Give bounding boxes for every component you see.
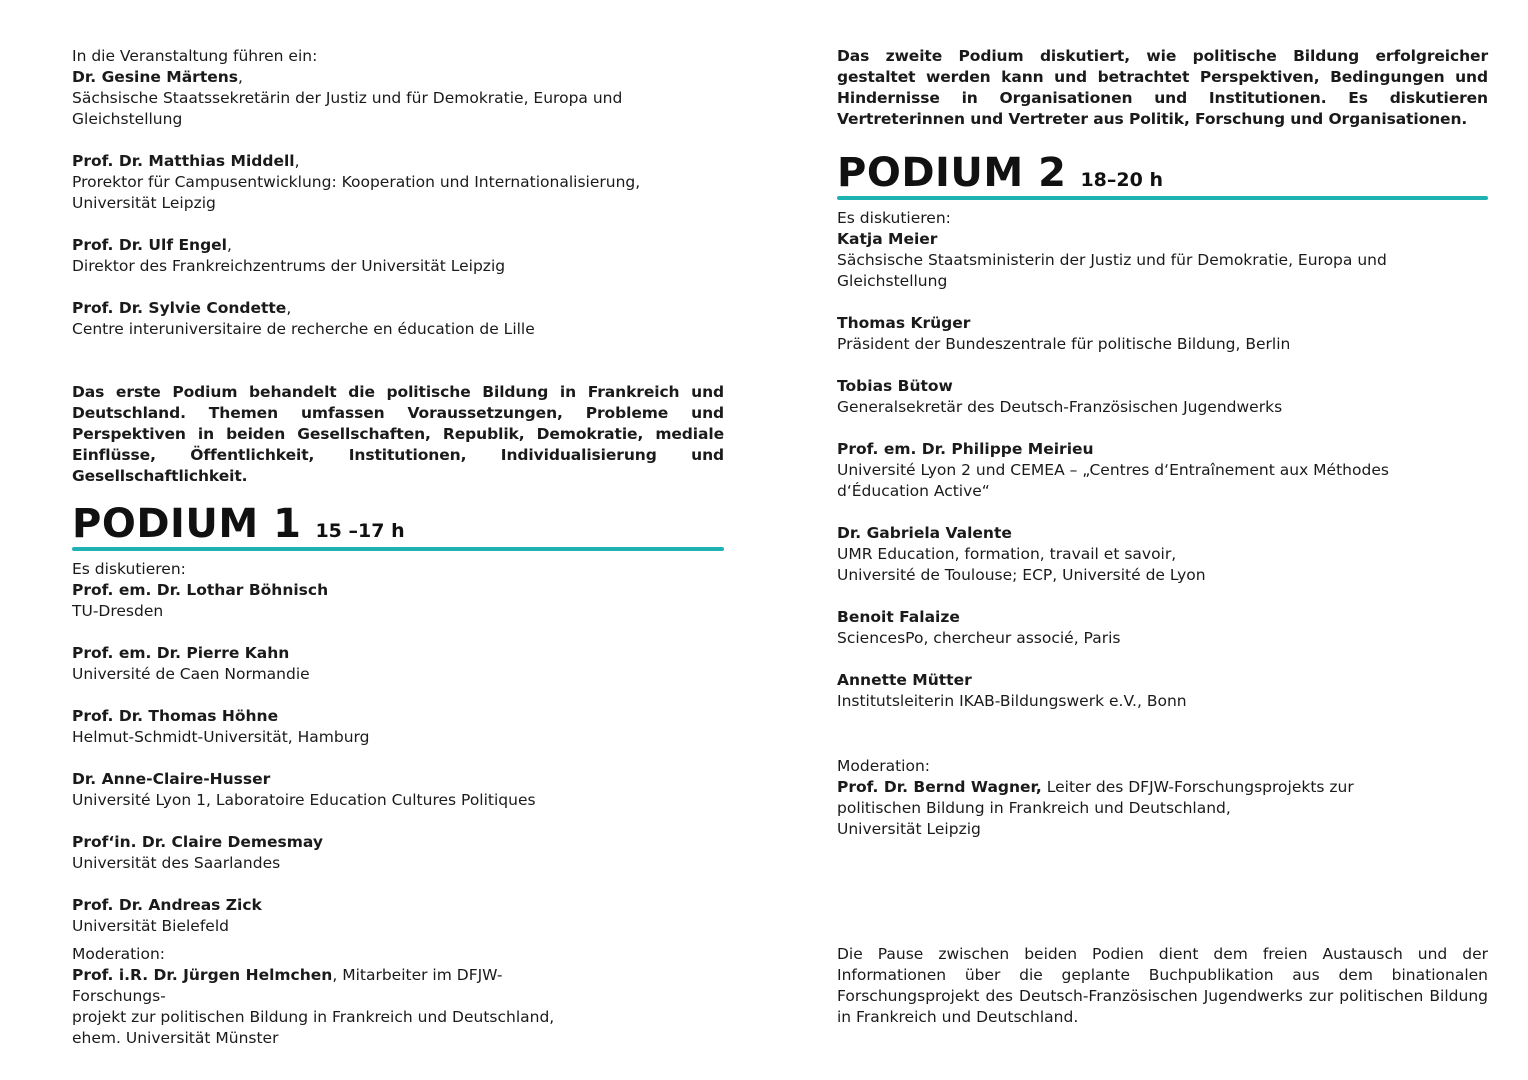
- name-text: Prof. em. Dr. Philippe Meirieu: [837, 440, 1094, 458]
- podium1-divider: [72, 547, 724, 551]
- moderator-name: Prof. Dr. Bernd Wagner,: [837, 778, 1042, 796]
- panelist-name: [837, 523, 1488, 544]
- panelist-name: [72, 769, 724, 790]
- name-text: Annette Mütter: [837, 671, 972, 689]
- podium2-moderation: [837, 756, 1397, 840]
- spacer: [72, 361, 724, 382]
- panelist-block: [837, 439, 1488, 502]
- intro-person-block: [72, 235, 724, 277]
- panelist-affiliation: Université Lyon 1, Laboratoire Education Cultures Politiques: [72, 791, 536, 809]
- name-text: Dr. Gabriela Valente: [837, 524, 1012, 542]
- name-text: Prof‘in. Dr. Claire Demesmay: [72, 833, 324, 851]
- podium1-title: PODIUM 1: [72, 501, 302, 547]
- person-affiliation: Prorektor für Campusentwicklung: Kooperation und Internationalisierung,: [72, 173, 641, 191]
- person-name: Dr. Gesine Märtens: [72, 68, 239, 86]
- intro-person: Prof. Dr. Sylvie Condette,: [72, 299, 292, 317]
- panelist-affiliation: Gleichstellung: [837, 272, 948, 290]
- panelist-name: [72, 643, 724, 664]
- moderation-label: Moderation:: [837, 757, 931, 775]
- moderator-text: ehem. Universität Münster: [72, 1029, 279, 1047]
- right-column: [837, 46, 1488, 733]
- podium2-title: PODIUM 2: [837, 150, 1067, 196]
- intro-label: In die Veranstaltung führen ein:: [72, 47, 318, 65]
- panelist-name: [837, 313, 1488, 334]
- discuss-label: Es diskutieren:: [837, 209, 951, 227]
- panelist-block: [72, 559, 724, 622]
- intro-person-block: [72, 298, 724, 340]
- podium2-heading: [837, 150, 1488, 196]
- panelist-name: [837, 376, 1488, 397]
- intro-person: Prof. Dr. Matthias Middell,: [72, 152, 300, 170]
- moderator-name: Prof. i.R. Dr. Jürgen Helmchen: [72, 966, 333, 984]
- name-text: Prof. Dr. Thomas Höhne: [72, 707, 279, 725]
- panelist-name: [72, 832, 724, 853]
- person-name: Prof. Dr. Sylvie Condette: [72, 299, 287, 317]
- panelist-block: [837, 670, 1488, 712]
- panelist-affiliation: Universität Bielefeld: [72, 917, 229, 935]
- panelist-block: [837, 376, 1488, 418]
- name-text: Benoit Falaize: [837, 608, 960, 626]
- panelist-block: [72, 769, 724, 811]
- panelist-name: [837, 607, 1488, 628]
- moderator-text: , Mitarbeiter im DFJW-Forschungs-: [72, 966, 503, 1005]
- panelist-name: [72, 895, 724, 916]
- panelist-block: [72, 706, 724, 748]
- panelist-name: [72, 580, 724, 601]
- panelist-affiliation: SciencesPo, chercheur associé, Paris: [837, 629, 1121, 647]
- panelist-affiliation: Université de Caen Normandie: [72, 665, 310, 683]
- panelist-affiliation: Generalsekretär des Deutsch-Französischen Jugendwerks: [837, 398, 1283, 416]
- panelist-name: [837, 439, 1488, 460]
- person-name: Prof. Dr. Ulf Engel: [72, 236, 227, 254]
- moderator-text: politischen Bildung in Frankreich und Deutschland,: [837, 799, 1231, 817]
- moderation-label: Moderation:: [72, 945, 166, 963]
- panelist-affiliation: TU-Dresden: [72, 602, 164, 620]
- pause-note: [837, 944, 1488, 1028]
- name-text: Prof. Dr. Andreas Zick: [72, 896, 262, 914]
- podium1-description: Das erste Podium behandelt die politische Bildung in Frankreich und Deutschland. Themen umfassen Voraussetzungen, Probleme und Perspektiven in beiden Gesellschaften, Republik, Demokratie, mediale Einflüsse, Öffentlichkeit, Institutionen, Individualisierung und Gesellschaftlichkeit.: [72, 383, 724, 485]
- panelist-block: [837, 607, 1488, 649]
- podium1-heading: [72, 501, 724, 547]
- name-text: Prof. em. Dr. Pierre Kahn: [72, 644, 290, 662]
- intro-section: [72, 46, 724, 130]
- panelist-name: [72, 706, 724, 727]
- name-text: Prof. em. Dr. Lothar Böhnisch: [72, 581, 329, 599]
- panelist-block: [837, 313, 1488, 355]
- moderator-text: projekt zur politischen Bildung in Frankreich und Deutschland,: [72, 1008, 555, 1026]
- person-affiliation: Centre interuniversitaire de recherche en éducation de Lille: [72, 320, 535, 338]
- name-text: Dr. Anne-Claire-Husser: [72, 770, 271, 788]
- name-text: Tobias Bütow: [837, 377, 953, 395]
- podium2-description: Das zweite Podium diskutiert, wie politische Bildung erfolgreicher gestaltet werden kann und betrachtet Perspektiven, Bedingungen und Hindernisse in Organisationen und Institutionen. Es diskutieren Vertreterinnen und Vertreter aus Politik, Forschung und Organisationen.: [837, 47, 1488, 128]
- panelist-affiliation: Sächsische Staatsministerin der Justiz und für Demokratie, Europa und: [837, 251, 1387, 269]
- name-text: Thomas Krüger: [837, 314, 971, 332]
- podium1-time: 15 –17 h: [315, 520, 405, 542]
- person-name: Prof. Dr. Matthias Middell: [72, 152, 295, 170]
- intro-person: Dr. Gesine Märtens,: [72, 68, 243, 86]
- panelist-block: [72, 643, 724, 685]
- moderator-line: [837, 777, 1397, 798]
- panelist-affiliation: Université Lyon 2 und CEMEA – „Centres d‘Entraînement aux Méthodes: [837, 461, 1389, 479]
- intro-person-block: [72, 151, 724, 214]
- panelist-block: [72, 895, 724, 937]
- panelist-affiliation: Université de Toulouse; ECP, Université de Lyon: [837, 566, 1206, 584]
- discuss-label: Es diskutieren:: [72, 560, 186, 578]
- moderator-text: Leiter des DFJW-Forschungsprojekts zur: [1041, 778, 1354, 796]
- moderator-text: Universität Leipzig: [837, 820, 981, 838]
- person-affiliation: Universität Leipzig: [72, 194, 216, 212]
- podium2-divider: [837, 196, 1488, 200]
- podium1-moderation: [72, 944, 592, 1049]
- left-column: [72, 46, 724, 958]
- panelist-block: [837, 208, 1488, 292]
- panelist-affiliation: d‘Éducation Active“: [837, 482, 990, 500]
- panelist-affiliation: Helmut-Schmidt-Universität, Hamburg: [72, 728, 370, 746]
- panelist-affiliation: Universität des Saarlandes: [72, 854, 281, 872]
- panelist-affiliation: UMR Education, formation, travail et savoir,: [837, 545, 1177, 563]
- panelist-name: [837, 229, 1488, 250]
- panelist-name: [837, 670, 1488, 691]
- person-affiliation: Sächsische Staatssekretärin der Justiz und für Demokratie, Europa und Gleichstellung: [72, 89, 623, 128]
- podium2-time: 18–20 h: [1080, 169, 1163, 191]
- person-affiliation: Direktor des Frankreichzentrums der Universität Leipzig: [72, 257, 506, 275]
- panelist-affiliation: Institutsleiterin IKAB-Bildungswerk e.V., Bonn: [837, 692, 1187, 710]
- panelist-block: [72, 832, 724, 874]
- panelist-affiliation: Präsident der Bundeszentrale für politische Bildung, Berlin: [837, 335, 1291, 353]
- pause-text: Die Pause zwischen beiden Podien dient dem freien Austausch und der Informationen über die geplante Buchpublikation aus dem binationalen Forschungsprojekt des Deutsch-Französischen Jugendwerks zur politischen Bildung in Frankreich und Deutschland.: [837, 945, 1488, 1026]
- moderator-line: [72, 965, 592, 1007]
- panelist-block: [837, 523, 1488, 586]
- name-text: Katja Meier: [837, 230, 938, 248]
- intro-person: Prof. Dr. Ulf Engel,: [72, 236, 232, 254]
